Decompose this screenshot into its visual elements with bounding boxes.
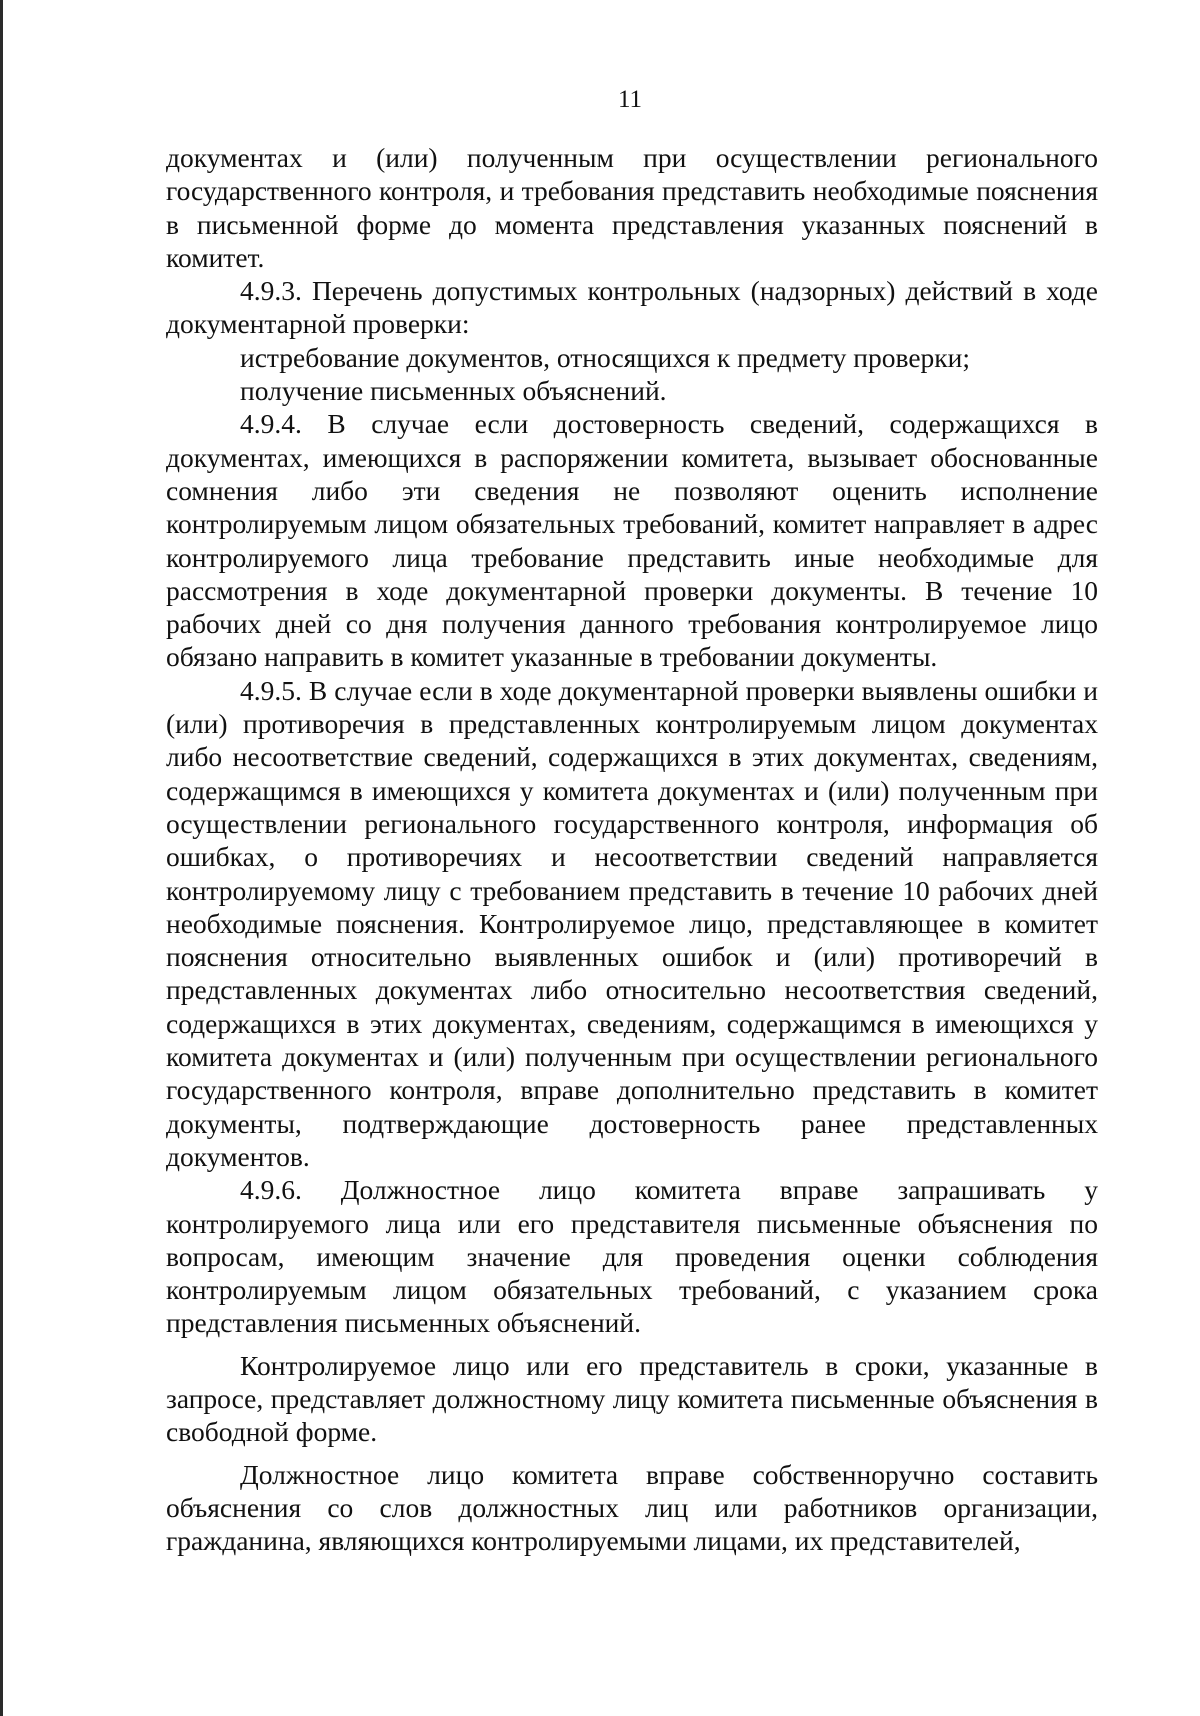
paragraph-controlled-person: Контролируемое лицо или его представитель в сроки, указанные в запросе, представляет должностному лицу комитета письменные объяснения в свободной форме.: [166, 1349, 1098, 1448]
list-item-explanations: получение письменных объяснений.: [240, 375, 667, 407]
page-number: 11: [617, 86, 643, 113]
list-item-documents: истребование документов, относящихся к предмету проверки;: [240, 341, 971, 373]
scan-edge: [0, 0, 3, 1716]
paragraph-4-9-6: 4.9.6. Должностное лицо комитета вправе запрашивать у контролируемого лица или его представителя письменные объяснения по вопросам, имеющим значение для проведения оценки соблюдения контролируемым лицом обязательных требований, с указанием срока представления письменных объяснений.: [166, 1174, 1098, 1339]
paragraph-4-9-4: 4.9.4. В случае если достоверность сведений, содержащихся в документах, имеющихся в распоряжении комитета, вызывает обоснованные сомнения либо эти сведения не позволяют оценить исполнение контролируемым лицом обязательных требований, комитет направляет в адрес контролируемого лица требование представить иные необходимые для рассмотрения в ходе документарной проверки документы. В течение 10 рабочих дней со дня получения данного требования контролируемое лицо обязано направить в комитет указанные в требовании документы.: [166, 408, 1098, 673]
paragraph-official-explanations: Должностное лицо комитета вправе собственноручно составить объяснения со слов должностных лиц или работников организации, гражданина, являющихся контролируемыми лицами, их представителей,: [166, 1458, 1098, 1557]
paragraph-4-9-5: 4.9.5. В случае если в ходе документарной проверки выявлены ошибки и (или) противоречия в представленных контролируемым лицом документах либо несоответствие сведений, содержащихся в этих документах, сведениям, содержащимся в имеющихся у комитета документах и (или) полученным при осуществлении регионального государственного контроля, информация об ошибках, о противоречиях и несоответствии сведений направляется контролируемому лицу с требованием представить в течение 10 рабочих дней необходимые пояснения. Контролируемое лицо, представляющее в комитет пояснения относительно выявленных ошибок и (или) противоречий в представленных документах либо относительно несоответствия сведений, содержащихся в этих документах, сведениям, содержащимся в имеющихся у комитета документах и (или) полученным при осуществлении регионального государственного контроля, вправе дополнительно представить в комитет документы, подтверждающие достоверность ранее представленных документов.: [166, 674, 1098, 1172]
paragraph-continuation: документах и (или) полученным при осуществлении регионального государственного контроля, и требования представить необходимые пояснения в письменной форме до момента представления указанных пояснений в комитет.: [166, 142, 1098, 273]
paragraph-4-9-3: 4.9.3. Перечень допустимых контрольных (надзорных) действий в ходе документарной проверки:: [166, 275, 1098, 340]
document-body: [166, 141, 1098, 1557]
